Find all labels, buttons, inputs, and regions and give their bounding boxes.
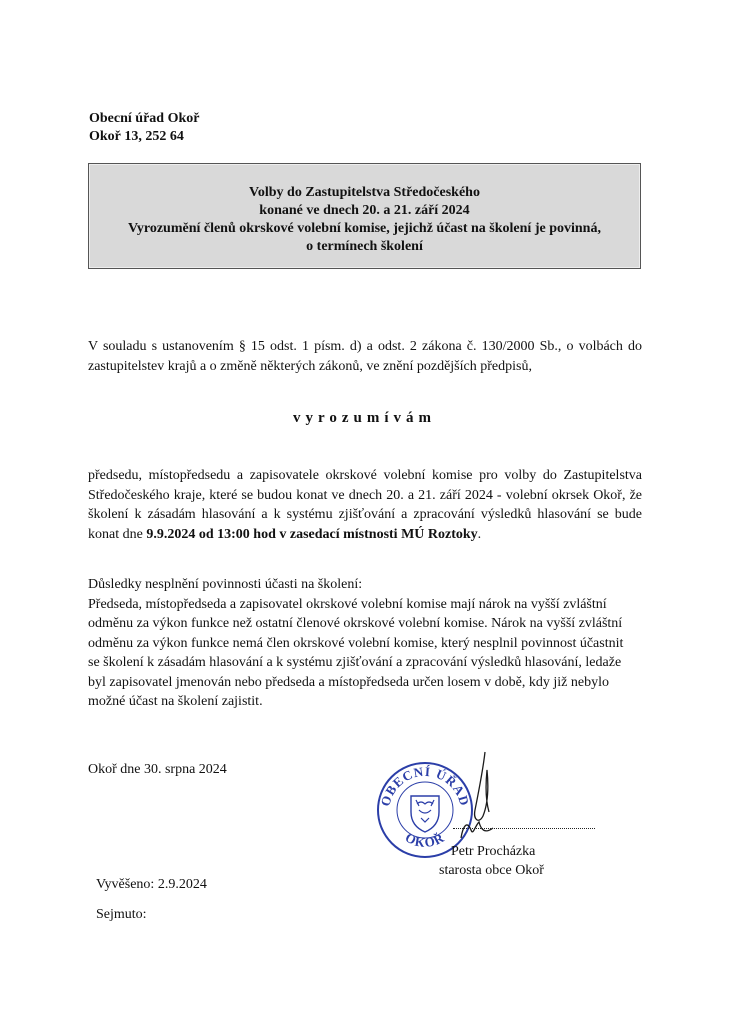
consequences-heading: Důsledky nesplnění povinnosti účasti na školení:	[88, 577, 363, 592]
notice-line-3: školení k zásadám hlasování a k systému zjišťování a zpracování výsledků hlasování se bude	[88, 507, 642, 522]
title-line-1: Volby do Zastupitelstva Středočeského	[249, 185, 480, 200]
office-address: Okoř 13, 252 64	[89, 129, 184, 144]
notice-paragraph	[88, 466, 642, 544]
title-line-2: konané ve dnech 20. a 21. září 2024	[259, 203, 470, 218]
title-box	[88, 163, 641, 269]
intro-line-2: zastupitelstev krajů a o změně některých zákonů, ve znění pozdějších předpisů,	[88, 358, 532, 374]
notice-line-4-suffix: .	[477, 526, 482, 542]
posted-date: Vyvěšeno: 2.9.2024	[96, 877, 207, 892]
office-header	[89, 110, 199, 146]
removed-date: Sejmuto:	[96, 907, 147, 922]
stamp-bottom-text: OKOŘ	[402, 829, 448, 851]
consequences-line: byl zapisovatel jmenován nebo předseda a místopředseda určen losem v době, kdy již nebylo	[88, 674, 609, 690]
consequences-line: Předseda, místopředseda a zapisovatel okrskové volební komise mají nárok na vyšší zvláštní	[88, 596, 607, 612]
place-date: Okoř dne 30. srpna 2024	[88, 762, 227, 777]
signer-name: Petr Procházka	[451, 844, 536, 859]
notice-line-4-prefix: konat dne	[88, 526, 147, 542]
consequences-line: možné účast na školení zajistit.	[88, 694, 263, 709]
title-line-4: o termínech školení	[306, 239, 423, 254]
consequences-section	[88, 575, 623, 712]
notify-word: vyrozumívám	[292, 410, 437, 426]
signature-line	[453, 828, 595, 829]
consequences-line: se školení k zásadám hlasování a k systému zjišťování a zpracování výsledků hlasování, ledaže	[88, 655, 622, 670]
office-name: Obecní úřad Okoř	[89, 111, 200, 126]
signature-mark	[445, 750, 525, 840]
notice-line-2: Středočeského kraje, které se budou konat ve dnech 20. a 21. září 2024 - volební okrsek Okoř, že	[88, 487, 642, 503]
intro-paragraph	[88, 337, 642, 376]
notice-line-4	[88, 525, 642, 545]
coat-of-arms-icon	[411, 796, 439, 832]
consequences-line: odměnu za výkon funkce nemá člen okrskové volební komise, který nesplnil povinnost účastnit	[88, 635, 624, 651]
stamp-top-text: OBECNÍ ÚŘAD	[377, 763, 473, 808]
intro-line-1: V souladu s ustanovením § 15 odst. 1 písm. d) a odst. 2 zákona č. 130/2000 Sb., o volbách do	[88, 339, 642, 354]
title-line-3: Vyrozumění členů okrskové volební komise, jejichž účast na školení je povinná,	[128, 221, 601, 236]
training-date-place: 9.9.2024 od 13:00 hod v zasedací místnosti MÚ Roztoky	[146, 526, 478, 542]
consequences-line: odměnu za výkon funkce než ostatní členové okrskové volební komise. Nárok na vyšší zvláštní	[88, 616, 623, 631]
signer-role: starosta obce Okoř	[439, 863, 544, 878]
notice-line-1: předsedu, místopředsedu a zapisovatele okrskové volební komise pro volby do Zastupitelstva	[88, 468, 642, 483]
